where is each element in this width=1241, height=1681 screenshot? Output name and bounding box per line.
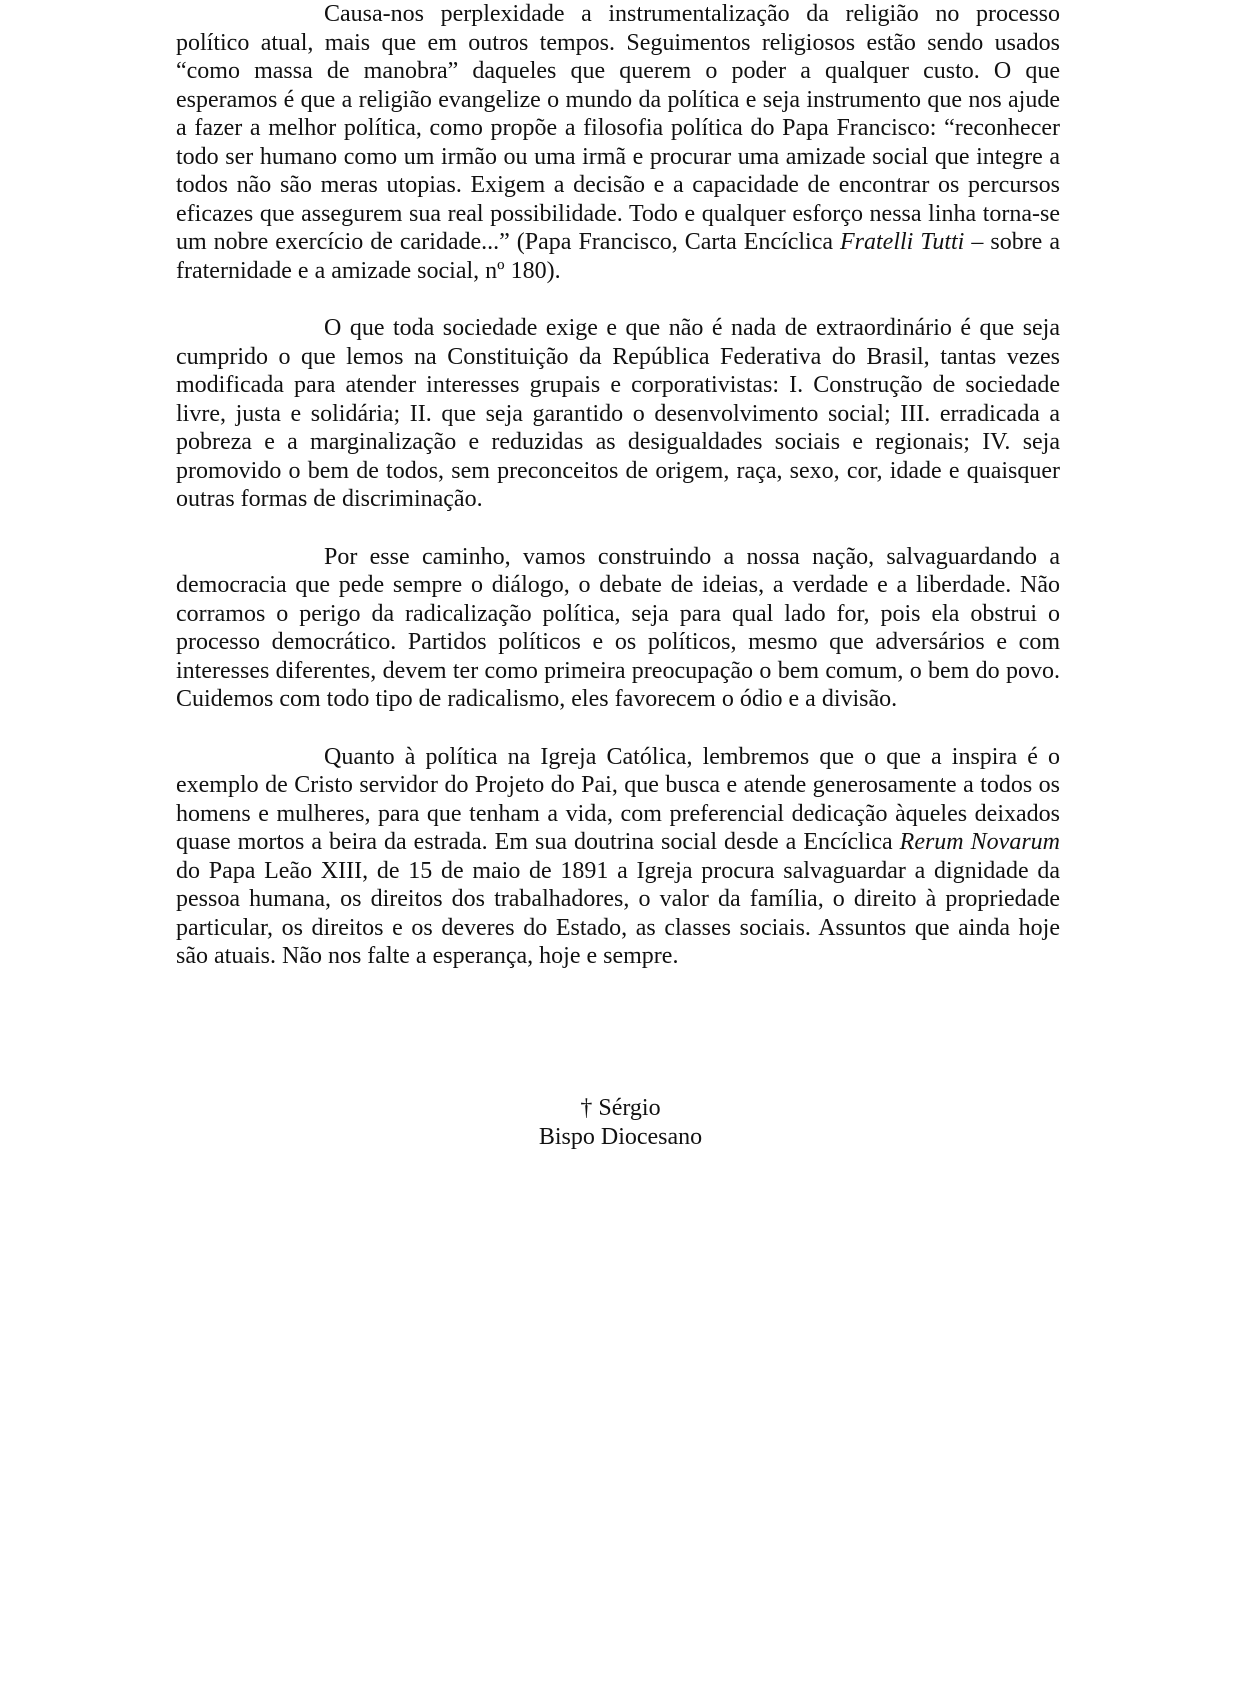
signature-name: † Sérgio: [580, 1095, 661, 1121]
paragraph-4-text-a: Quanto à política na Igreja Católica, lembremos que o que a inspira é o exemplo de Cristo servidor do Projeto do Pai, que busca e atende generosamente a todos os homens e mulheres, para que tenham a vida, com preferencial dedicação àqueles deixados quase mortos a beira da estrada. Em sua doutrina social desde a Encíclica: [176, 743, 1060, 855]
paragraph-1-text-b: – sobre a fraternidade e a amizade social, nº 180).: [176, 229, 1060, 284]
paragraph-4-text-b: do Papa Leão XIII, de 15 de maio de 1891 a Igreja procura salvaguardar a dignidade da pessoa humana, os direitos dos trabalhadores, o valor da família, o direito à propriedade particular, os direitos e os deveres do Estado, as classes sociais. Assuntos que ainda hoje são atuais. Não nos falte a esperança, hoje e sempre.: [176, 857, 1060, 969]
paragraph-4: [176, 743, 1060, 971]
signature-block: [0, 1094, 1241, 1152]
document-body: [176, 0, 1060, 1000]
paragraph-2: O que toda sociedade exige e que não é nada de extraordinário é que seja cumprido o que lemos na Constituição da República Federativa do Brasil, tantas vezes modificada para atender interesses grupais e corporativistas: I. Construção de sociedade livre, justa e solidária; II. que seja garantido o desenvolvimento social; III. erradicada a pobreza e a marginalização e reduzidas as desigualdades sociais e regionais; IV. seja promovido o bem de todos, sem preconceitos de origem, raça, sexo, cor, idade e quaisquer outras formas de discriminação.: [176, 315, 1060, 512]
paragraph-1-italic-title: Fratelli Tutti: [840, 229, 965, 255]
signature-title: Bispo Diocesano: [538, 1124, 703, 1150]
paragraph-4-italic-title: Rerum Novarum: [899, 829, 1060, 855]
paragraph-1-text-a: Causa-nos perplexidade a instrumentalização da religião no processo político atual, mais que em outros tempos. Seguimentos religiosos estão sendo usados “como massa de manobra” daqueles que querem o poder a qualquer custo. O que esperamos é que a religião evangelize o mundo da política e seja instrumento que nos ajude a fazer a melhor política, como propõe a filosofia política do Papa Francisco: “reconhecer todo ser humano como um irmão ou uma irmã e procurar uma amizade social que integre a todos não são meras utopias. Exigem a decisão e a capacidade de encontrar os percursos eficazes que assegurem sua real possibilidade. Todo e qualquer esforço nessa linha torna-se um nobre exercício de caridade...” (Papa Francisco, Carta Encíclica: [176, 1, 1060, 255]
paragraph-3: Por esse caminho, vamos construindo a nossa nação, salvaguardando a democracia que pede sempre o diálogo, o debate de ideias, a verdade e a liberdade. Não corramos o perigo da radicalização política, seja para qual lado for, pois ela obstrui o processo democrático. Partidos políticos e os políticos, mesmo que adversários e com interesses diferentes, devem ter como primeira preocupação o bem comum, o bem do povo. Cuidemos com todo tipo de radicalismo, eles favorecem o ódio e a divisão.: [176, 543, 1060, 712]
paragraph-1: [176, 0, 1060, 285]
